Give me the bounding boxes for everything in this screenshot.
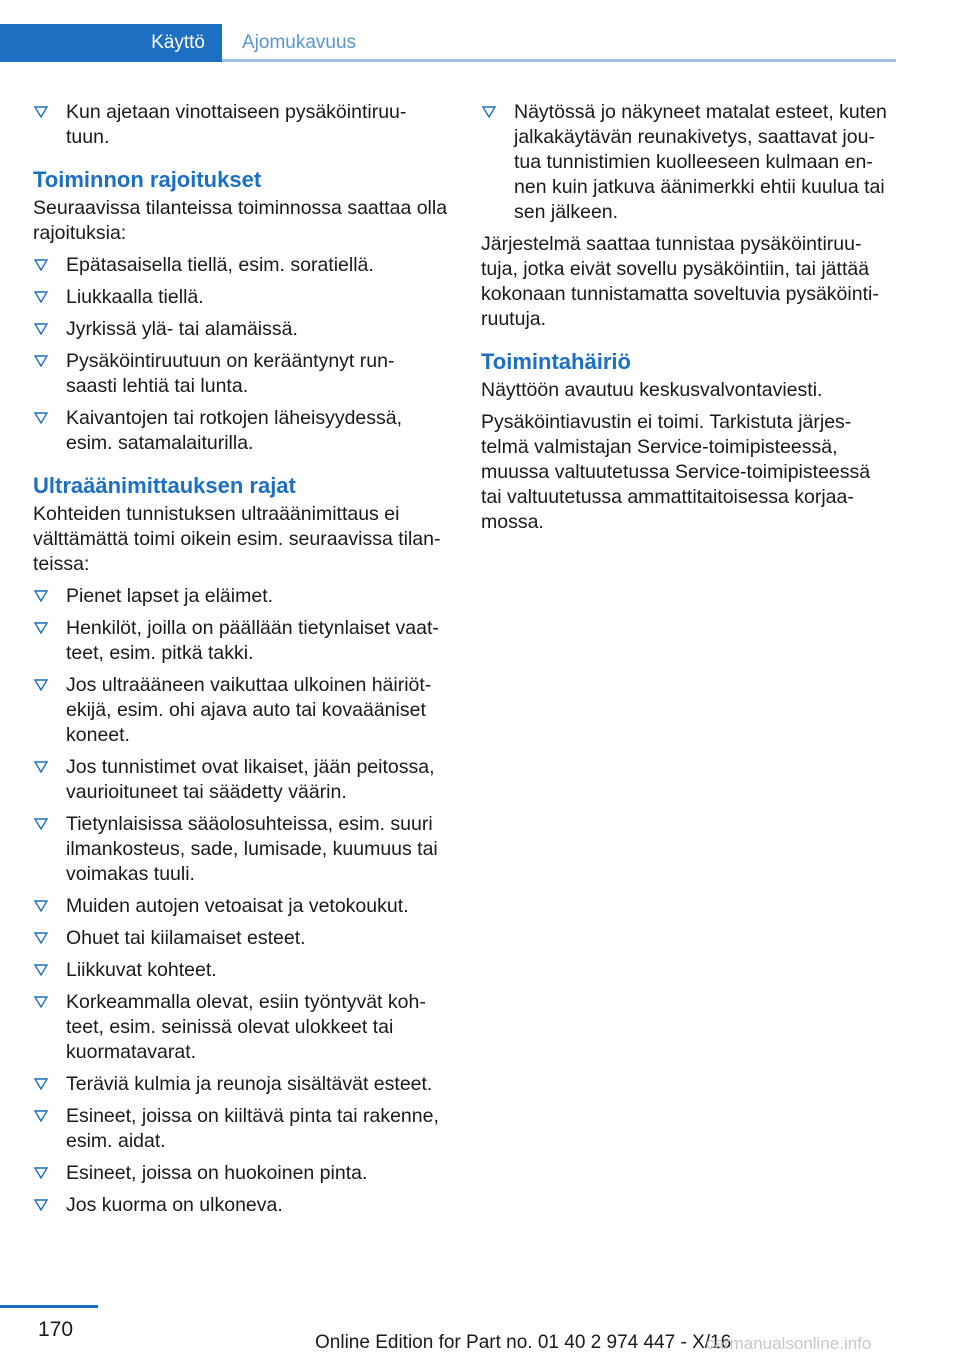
paragraph: Järjestelmä saattaa tunnistaa pysäköintiruu‐ tuja, jotka eivät sovellu pysäköintiin, tai jättää kokonaan tunnistamatta soveltuvia pysäköinti‐ ruutuja. xyxy=(481,233,879,330)
triangle-bullet-icon xyxy=(33,410,49,426)
list-item-text: Pienet lapset ja eläimet. xyxy=(66,585,274,607)
watermark: carmanualsonline.info xyxy=(706,1334,872,1353)
triangle-bullet-icon xyxy=(33,677,49,693)
list-item-text: Liukkaalla tiellä. xyxy=(66,286,204,308)
edition-note: Online Edition for Part no. 01 40 2 974 447 - X/16 xyxy=(315,1332,732,1353)
triangle-bullet-icon xyxy=(33,1076,49,1092)
list-item xyxy=(33,926,448,951)
triangle-bullet-icon xyxy=(33,321,49,337)
list-item xyxy=(33,894,448,919)
list-item-text: Jyrkissä ylä- tai alamäissä. xyxy=(66,318,298,340)
list-item xyxy=(33,253,448,278)
list-item xyxy=(33,958,448,983)
section-heading-limitations: Toiminnon rajoitukset xyxy=(33,167,262,192)
right-column xyxy=(481,100,896,542)
footer-divider xyxy=(0,1305,98,1308)
paragraph: Kohteiden tunnistuksen ultraäänimittaus ei välttämättä toimi oikein esim. seuraavissa tilan‐ teissa: xyxy=(33,503,441,575)
list-item xyxy=(33,584,448,609)
list-item-text: Ohuet tai kiilamaiset esteet. xyxy=(66,927,306,949)
triangle-bullet-icon xyxy=(33,816,49,832)
triangle-bullet-icon xyxy=(33,620,49,636)
list-item xyxy=(33,285,448,310)
list-item-text: Esineet, joissa on kiiltävä pinta tai rakenne, esim. aidat. xyxy=(66,1105,439,1152)
triangle-bullet-icon xyxy=(33,353,49,369)
list-item xyxy=(33,1161,448,1186)
list-item-text: Esineet, joissa on huokoinen pinta. xyxy=(66,1162,368,1184)
list-item xyxy=(33,812,448,887)
list-item xyxy=(33,1193,448,1218)
triangle-bullet-icon xyxy=(33,962,49,978)
section-tab-kaytto: Käyttö xyxy=(0,24,222,62)
list-item-text: Liikkuvat kohteet. xyxy=(66,959,217,981)
list-item-text: Kun ajetaan vinottaiseen pysäköintiruu‐ tuun. xyxy=(66,101,407,148)
section-heading-ultrasound-limits: Ultraäänimittauksen rajat xyxy=(33,473,296,498)
triangle-bullet-icon xyxy=(33,1165,49,1181)
list-item xyxy=(33,349,448,399)
list-item-text: Korkeammalla olevat, esiin työntyvät koh‐ teet, esim. seinissä olevat ulokkeet tai kuormatavarat. xyxy=(66,991,426,1063)
triangle-bullet-icon xyxy=(33,1197,49,1213)
section-heading-malfunction: Toimintahäiriö xyxy=(481,349,631,374)
list-item xyxy=(33,990,448,1065)
list-item-text: Jos ultraääneen vaikuttaa ulkoinen häiriöt‐ ekijä, esim. ohi ajava auto tai kovaääniset koneet. xyxy=(66,674,432,746)
bullet-list xyxy=(33,253,448,456)
triangle-bullet-icon xyxy=(33,1108,49,1124)
list-item xyxy=(33,1072,448,1097)
triangle-bullet-icon xyxy=(33,588,49,604)
header-divider xyxy=(222,59,896,62)
triangle-bullet-icon xyxy=(33,759,49,775)
paragraph: Pysäköintiavustin ei toimi. Tarkistuta järjes‐ telmä valmistajan Service-toimipisteessä, muussa valtuutetussa Service-toimipisteessä tai valtuutetussa ammattitaitoisessa korjaa‐ mossa. xyxy=(481,411,871,533)
bullet-list xyxy=(481,100,896,225)
list-item xyxy=(33,406,448,456)
triangle-bullet-icon xyxy=(33,898,49,914)
triangle-bullet-icon xyxy=(33,994,49,1010)
triangle-bullet-icon xyxy=(33,257,49,273)
triangle-bullet-icon xyxy=(481,104,497,120)
list-item xyxy=(33,616,448,666)
section-tab-ajomukavuus: Ajomukavuus xyxy=(242,32,357,53)
triangle-bullet-icon xyxy=(33,930,49,946)
list-item xyxy=(33,317,448,342)
list-item-text: Tietynlaisissa sääolosuhteissa, esim. suuri ilmankosteus, sade, lumisade, kuumuus tai voimakas tuuli. xyxy=(66,813,438,885)
page-number: 170 xyxy=(38,1318,74,1341)
page-header xyxy=(0,0,896,62)
list-item-text: Teräviä kulmia ja reunoja sisältävät esteet. xyxy=(66,1073,433,1095)
bullet-list xyxy=(33,584,448,1218)
bullet-list xyxy=(33,100,448,150)
left-column xyxy=(33,100,448,1225)
paragraph: Näyttöön avautuu keskusvalvontaviesti. xyxy=(481,379,823,401)
triangle-bullet-icon xyxy=(33,104,49,120)
list-item-text: Pysäköintiruutuun on kerääntynyt run‐ saasti lehtiä tai lunta. xyxy=(66,350,395,397)
list-item-text: Jos kuorma on ulkoneva. xyxy=(66,1194,283,1216)
list-item-text: Muiden autojen vetoaisat ja vetokoukut. xyxy=(66,895,409,917)
paragraph: Seuraavissa tilanteissa toiminnossa saattaa olla rajoituksia: xyxy=(33,197,448,244)
triangle-bullet-icon xyxy=(33,289,49,305)
list-item-text: Näytössä jo näkyneet matalat esteet, kuten jalkakäytävän reunakivetys, saattavat jou‐ tua tunnistimien kuolleeseen kulmaan en‐ nen kuin jatkuva äänimerkki ehtii kuulua tai sen jälkeen. xyxy=(514,101,887,223)
list-item xyxy=(33,755,448,805)
list-item-text: Henkilöt, joilla on päällään tietynlaiset vaat‐ teet, esim. pitkä takki. xyxy=(66,617,439,664)
list-item-text: Kaivantojen tai rotkojen läheisyydessä, esim. satamalaiturilla. xyxy=(66,407,403,454)
list-item-text: Epätasaisella tiellä, esim. soratiellä. xyxy=(66,254,374,276)
list-item xyxy=(33,1104,448,1154)
list-item xyxy=(481,100,896,225)
list-item xyxy=(33,100,448,150)
list-item-text: Jos tunnistimet ovat likaiset, jään peitossa, vaurioituneet tai säädetty väärin. xyxy=(66,756,435,803)
list-item xyxy=(33,673,448,748)
